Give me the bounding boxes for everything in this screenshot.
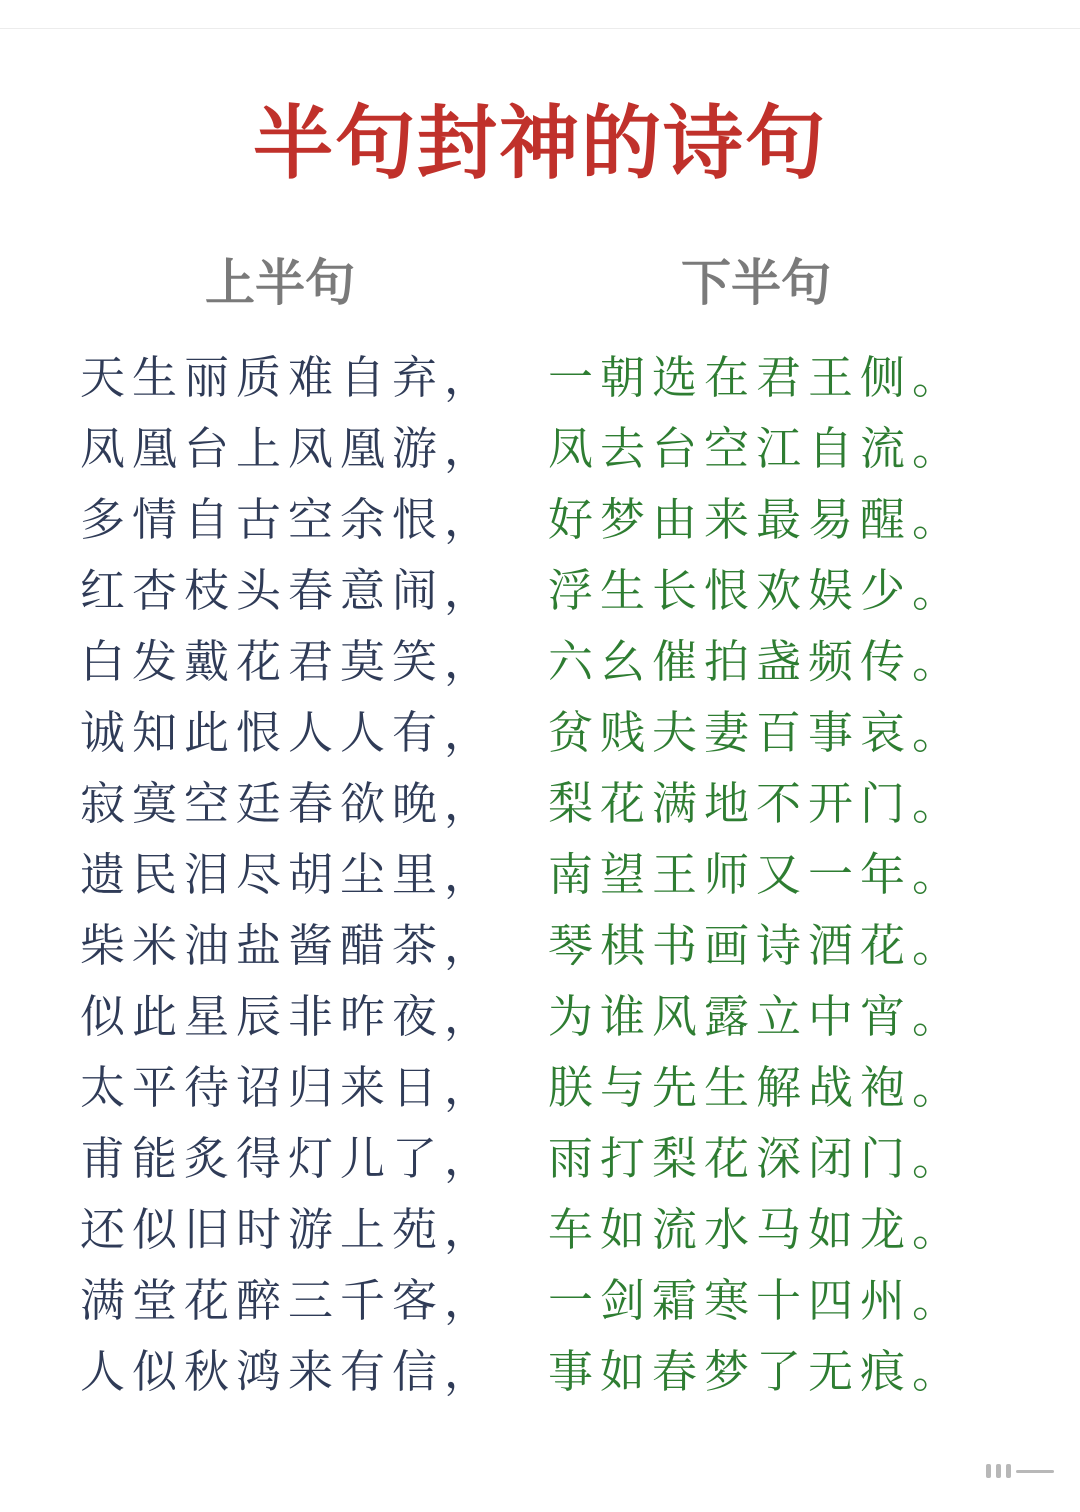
second-half-line: 凤去台空江自流。 [548, 422, 965, 475]
page-title: 半句封神的诗句 [253, 96, 827, 190]
second-half-line: 六幺催拍盏频传。 [548, 635, 965, 688]
first-half-line: 凤凰台上凤凰游， [80, 422, 497, 475]
second-half-line: 雨打梨花深闭门。 [548, 1132, 965, 1185]
second-half-list [548, 342, 964, 1407]
first-half-line: 红杏枝头春意闹， [80, 564, 497, 617]
second-half-line: 一朝选在君王侧。 [548, 351, 965, 404]
first-half-line: 遗民泪尽胡尘里， [80, 848, 497, 901]
second-half-line: 梨花满地不开门。 [548, 777, 965, 830]
first-half-line: 诚知此恨人人有， [80, 706, 497, 759]
first-half-line: 太平待诏归来日， [80, 1061, 497, 1114]
first-half-line: 人似秋鸿来有信， [80, 1345, 497, 1398]
second-half-line: 好梦由来最易醒。 [548, 493, 965, 546]
first-half-line: 还似旧时游上苑， [80, 1203, 497, 1256]
second-half-line: 琴棋书画诗酒花。 [548, 919, 965, 972]
second-half-header: 下半句 [681, 254, 831, 312]
second-half-line: 为谁风露立中宵。 [548, 990, 965, 1043]
second-half-line: 贫贱夫妻百事哀。 [548, 706, 965, 759]
second-half-line: 车如流水马如龙。 [548, 1203, 965, 1256]
second-half-line: 浮生长恨欢娱少。 [548, 564, 965, 617]
first-half-line: 天生丽质难自弃， [80, 351, 497, 404]
first-half-line: 白发戴花君莫笑， [80, 635, 497, 688]
first-half-list [80, 342, 496, 1407]
second-half-line: 朕与先生解战袍。 [548, 1061, 965, 1114]
second-half-line: 事如春梦了无痕。 [548, 1345, 965, 1398]
first-half-line: 甫能炙得灯儿了， [80, 1132, 497, 1185]
first-half-line: 寂寞空廷春欲晚， [80, 777, 497, 830]
first-half-line: 多情自古空余恨， [80, 493, 497, 546]
top-divider [0, 28, 1080, 29]
first-half-line: 柴米油盐酱醋茶， [80, 919, 497, 972]
first-half-header: 上半句 [205, 254, 355, 312]
second-half-line: 南望王师又一年。 [548, 848, 965, 901]
first-half-line: 似此星辰非昨夜， [80, 990, 497, 1043]
watermark-icon [986, 1464, 1056, 1478]
first-half-line: 满堂花醉三千客， [80, 1274, 497, 1327]
second-half-line: 一剑霜寒十四州。 [548, 1274, 965, 1327]
